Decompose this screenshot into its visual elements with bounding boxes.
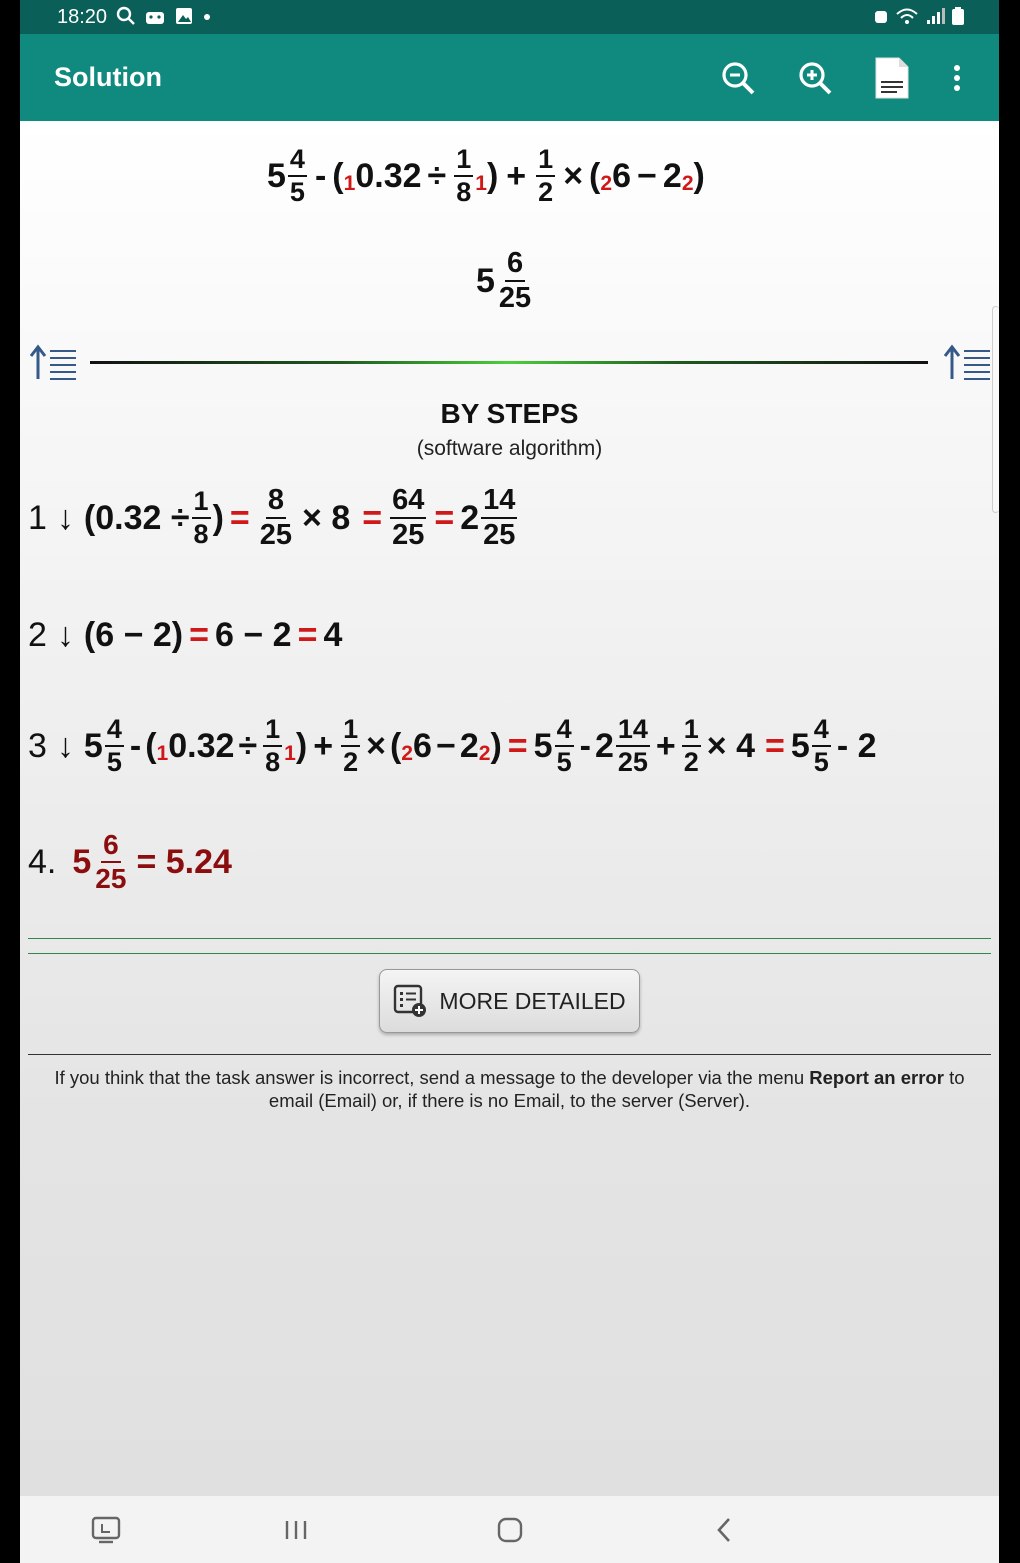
expr-num: 6 xyxy=(612,156,632,195)
status-time: 18:20 xyxy=(57,6,108,28)
separator-line xyxy=(28,1054,991,1055)
op-minus: - xyxy=(579,726,591,765)
step-fraction xyxy=(341,716,360,776)
op-divide: ÷ xyxy=(238,726,258,765)
step-expr: 6 − 2 xyxy=(215,616,292,654)
wifi-icon xyxy=(895,6,919,26)
app-bar xyxy=(20,34,999,121)
error-report-note xyxy=(44,1066,975,1112)
signal-icon xyxy=(925,6,945,26)
frac-num: 1 xyxy=(192,488,211,519)
step-1 xyxy=(28,486,519,550)
step-arrow-icon[interactable]: ↓ xyxy=(56,726,74,765)
separator-line xyxy=(28,953,991,954)
step-index: 2 xyxy=(681,172,694,195)
step-result: 4 xyxy=(323,616,343,654)
zoom-out-icon[interactable] xyxy=(716,56,760,100)
frac-den: 5 xyxy=(289,177,305,207)
frac-num: 4 xyxy=(555,716,574,747)
section-divider xyxy=(90,361,928,364)
note-text: If you think that the task answer is incorrect, send a message to the developer via the menu xyxy=(54,1067,810,1088)
step-whole: 2 xyxy=(460,498,480,537)
step-index: 1 xyxy=(156,742,169,765)
step-number: 4. xyxy=(28,842,57,881)
frac-den: 2 xyxy=(538,177,554,207)
paren-close: ) xyxy=(486,156,499,195)
more-detailed-label: MORE DETAILED xyxy=(439,987,626,1014)
step-4-answer xyxy=(28,831,232,893)
answer-fraction xyxy=(93,831,128,893)
expr-whole: 5 xyxy=(267,156,286,195)
step-fraction xyxy=(390,486,426,550)
more-vert-icon[interactable] xyxy=(935,56,979,100)
frac-num: 4 xyxy=(105,716,124,747)
expr-num: 2 xyxy=(662,156,682,195)
op-minus: - xyxy=(314,156,327,195)
collapse-right-icon[interactable] xyxy=(942,343,992,383)
frac-den: 25 xyxy=(392,519,425,551)
step-fraction xyxy=(105,716,124,776)
step-fraction xyxy=(192,488,211,548)
equals-sign: = xyxy=(434,498,455,537)
frac-den: 8 xyxy=(456,177,472,207)
frac-num: 14 xyxy=(616,716,650,747)
frac-den: 25 xyxy=(259,519,293,551)
step-index: 1 xyxy=(343,172,356,195)
frac-num: 1 xyxy=(454,146,473,177)
result-whole: 5 xyxy=(476,261,495,300)
list-add-icon xyxy=(393,984,427,1018)
zoom-in-icon[interactable] xyxy=(793,56,837,100)
step-fraction xyxy=(258,486,294,550)
status-left-icons xyxy=(116,6,212,26)
step-index: 2 xyxy=(401,742,414,765)
paren-open: ( xyxy=(389,726,402,765)
step-index: 2 xyxy=(600,172,613,195)
step-fraction xyxy=(812,716,831,776)
expr-whole: 5 xyxy=(790,726,810,765)
step-3 xyxy=(28,716,877,776)
image-icon xyxy=(174,6,194,26)
op-minus: − xyxy=(435,726,456,765)
frac-num: 4 xyxy=(288,146,307,177)
expr-fraction-1 xyxy=(288,146,307,206)
step-fraction xyxy=(263,716,282,776)
step-expr: × 4 xyxy=(706,726,756,765)
paren-open: ( xyxy=(332,156,344,195)
frac-den: 8 xyxy=(193,519,209,549)
expr-whole: 5 xyxy=(83,726,103,765)
op-times: × xyxy=(366,726,386,765)
more-detailed-button[interactable] xyxy=(379,969,640,1033)
frac-num: 64 xyxy=(390,486,426,519)
paren-open: ( xyxy=(589,156,601,195)
frac-den: 25 xyxy=(95,863,127,894)
answer-decimal: = 5.24 xyxy=(136,842,232,881)
equals-sign: = xyxy=(229,498,250,537)
back-icon[interactable] xyxy=(704,1514,744,1546)
device-screen xyxy=(20,0,999,1563)
frac-num: 1 xyxy=(263,716,282,747)
frac-den: 2 xyxy=(343,747,359,777)
equals-sign: = xyxy=(297,616,318,654)
step-fraction xyxy=(616,716,650,776)
android-icon xyxy=(144,6,166,26)
op-plus: + xyxy=(506,156,527,195)
paren-close: ) xyxy=(295,726,308,765)
frac-den: 25 xyxy=(483,519,516,551)
frac-num: 1 xyxy=(341,716,360,747)
steps-subtitle: (software algorithm) xyxy=(416,437,603,460)
note-text: to email (Email) or, if there is no Email, to the server (Server). xyxy=(268,1067,965,1111)
page-title: Solution xyxy=(54,62,162,92)
expr-fraction-3 xyxy=(536,146,555,206)
frac-num: 6 xyxy=(505,249,525,282)
report-error-menu-ref: Report an error xyxy=(809,1067,944,1088)
op-minus: − xyxy=(637,156,657,195)
frac-num: 8 xyxy=(266,486,286,519)
frac-num: 1 xyxy=(536,146,555,177)
collapse-left-icon[interactable] xyxy=(28,343,78,383)
step-expr: (0.32 ÷ xyxy=(83,498,190,537)
screen-capture-icon[interactable] xyxy=(86,1514,126,1546)
expr-decimal: 0.32 xyxy=(168,726,235,765)
step-number: 1 xyxy=(28,498,47,537)
step-number: 3 xyxy=(28,726,47,765)
frac-den: 25 xyxy=(617,747,648,777)
alarm-icon xyxy=(873,6,889,26)
op-divide: ÷ xyxy=(427,156,447,195)
paren-close: ) xyxy=(212,498,224,537)
step-number: 2 xyxy=(28,616,47,654)
battery-icon xyxy=(951,6,965,26)
frac-num: 1 xyxy=(682,716,701,747)
result-fraction xyxy=(497,249,533,313)
status-bar xyxy=(20,0,999,34)
frac-den: 2 xyxy=(683,747,699,777)
frac-num: 14 xyxy=(481,486,517,519)
content-area xyxy=(20,121,999,1496)
frac-den: 25 xyxy=(498,282,532,314)
expr-num: 6 xyxy=(413,726,432,765)
equals-sign: = xyxy=(507,726,528,765)
equals-sign: = xyxy=(362,498,383,537)
step-index: 2 xyxy=(478,742,491,765)
step-expr: (6 − 2) xyxy=(83,616,184,654)
dot-icon xyxy=(202,6,212,26)
expr-whole: 5 xyxy=(533,726,553,765)
op-plus: + xyxy=(313,726,334,765)
step-arrow-icon[interactable]: ↓ xyxy=(56,616,74,654)
frac-den: 5 xyxy=(106,747,122,777)
paren-close: ) xyxy=(490,726,502,765)
expr-fraction-2 xyxy=(454,146,473,206)
search-icon xyxy=(116,6,136,26)
frac-den: 5 xyxy=(813,747,829,777)
step-arrow-icon[interactable]: ↓ xyxy=(56,498,74,537)
expr-num: 2 xyxy=(459,726,479,765)
equals-sign: = xyxy=(189,616,209,654)
main-expression xyxy=(267,146,705,206)
equals-sign: = xyxy=(765,726,785,765)
step-2 xyxy=(28,616,342,655)
system-nav-bar xyxy=(20,1496,999,1563)
op-times: × xyxy=(563,156,584,195)
document-icon[interactable] xyxy=(870,56,914,100)
frac-den: 8 xyxy=(265,747,281,777)
step-expr: × 8 xyxy=(302,498,351,537)
op-plus: + xyxy=(655,726,676,765)
op-minus: - xyxy=(129,726,142,765)
step-index: 1 xyxy=(475,172,487,195)
steps-title: BY STEPS xyxy=(440,398,579,429)
recent-apps-icon[interactable] xyxy=(276,1514,316,1546)
step-whole: 2 xyxy=(594,726,614,765)
result-value xyxy=(476,249,535,313)
step-fraction xyxy=(481,486,517,550)
status-right-icons xyxy=(873,6,965,26)
expr-decimal: 0.32 xyxy=(355,156,422,195)
step-fraction xyxy=(682,716,701,776)
answer-whole: 5 xyxy=(72,842,92,881)
separator-line xyxy=(28,938,991,939)
frac-den: 5 xyxy=(556,747,572,777)
frac-num: 4 xyxy=(812,716,831,747)
paren-close: ) xyxy=(693,156,705,195)
step-expr: - 2 xyxy=(836,726,877,765)
frac-num: 6 xyxy=(101,831,121,863)
paren-open: ( xyxy=(145,726,157,765)
step-fraction xyxy=(555,716,574,776)
step-index: 1 xyxy=(284,742,296,765)
home-icon[interactable] xyxy=(490,1514,530,1546)
